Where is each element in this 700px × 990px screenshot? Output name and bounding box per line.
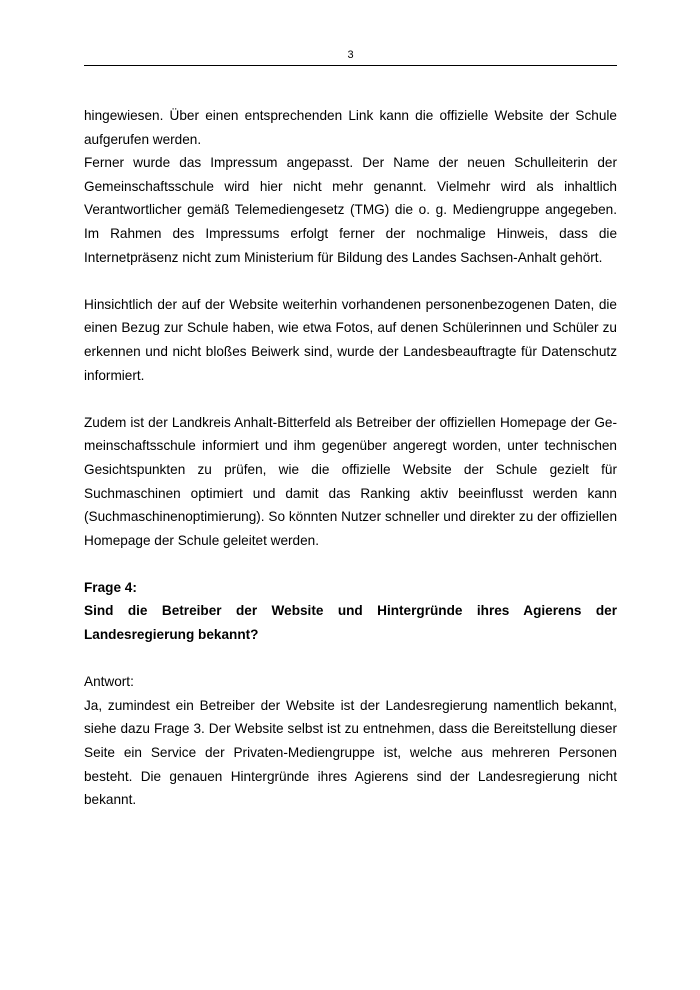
answer-text: Ja, zumindest ein Betreiber der Website ist der Landesregierung namentlich bekannt, siehe dazu Frage 3. Der Website selbst ist zu entnehmen, dass die Bereitstellung dieser Seite ein Service der Privaten-Mediengruppe ist, welche aus mehreren Personen besteht. Die genauen Hintergründe ihres Agierens sind der Landesregierung nicht bekannt. (84, 697, 617, 808)
page-number: 3 (347, 49, 354, 61)
answer-label: Antwort: (84, 674, 134, 690)
header-rule (84, 65, 617, 66)
paragraph-impressum: Ferner wurde das Impressum angepasst. Der Name der neuen Schulleiterin der Gemeinschaftsschule wird hier nicht mehr genannt. Vielmehr wird als inhaltlich Verantwortlicher gemäß Telemediengesetz (TMG) die o. g. Mediengruppe angegeben. Im Rahmen des Impressums erfolgt ferner der nochmalige Hinweis, dass die Internetpräsenz nicht zum Ministerium für Bildung des Landes Sachsen-Anhalt gehört. (84, 155, 617, 265)
paragraph-landkreis: Zudem ist der Landkreis Anhalt-Bitterfeld als Betreiber der offiziellen Homepage der Gemeinschaftsschule informiert und ihm gegenüber angeregt worden, unter technischen Gesichtspunkten zu prüfen, wie die offizielle Website der Schule gezielt für Suchmaschinen optimiert und damit das Ranking aktiv beeinflusst werden kann (Suchmaschinenoptimierung). So könnten Nutzer schneller und direkter zu der offiziellen Homepage der Schule geleitet werden. (84, 414, 617, 548)
question-label: Frage 4: (84, 579, 137, 595)
paragraph-link-note: hingewiesen. Über einen entsprechenden Link kann die offizielle Website der Schule aufgerufen werden. (84, 108, 617, 147)
document-body (84, 104, 617, 812)
question-text: Sind die Betreiber der Website und Hintergründe ihres Agierens der Landesregierung bekannt? (84, 603, 617, 643)
paragraph-personal-data: Hinsichtlich der auf der Website weiterhin vorhandenen personenbezogenen Daten, die einen Bezug zur Schule haben, wie etwa Fotos, auf denen Schülerinnen und Schüler zu erkennen und nicht bloßes Beiwerk sind, wurde der Landesbeauftragte für Datenschutz informiert. (84, 296, 617, 383)
